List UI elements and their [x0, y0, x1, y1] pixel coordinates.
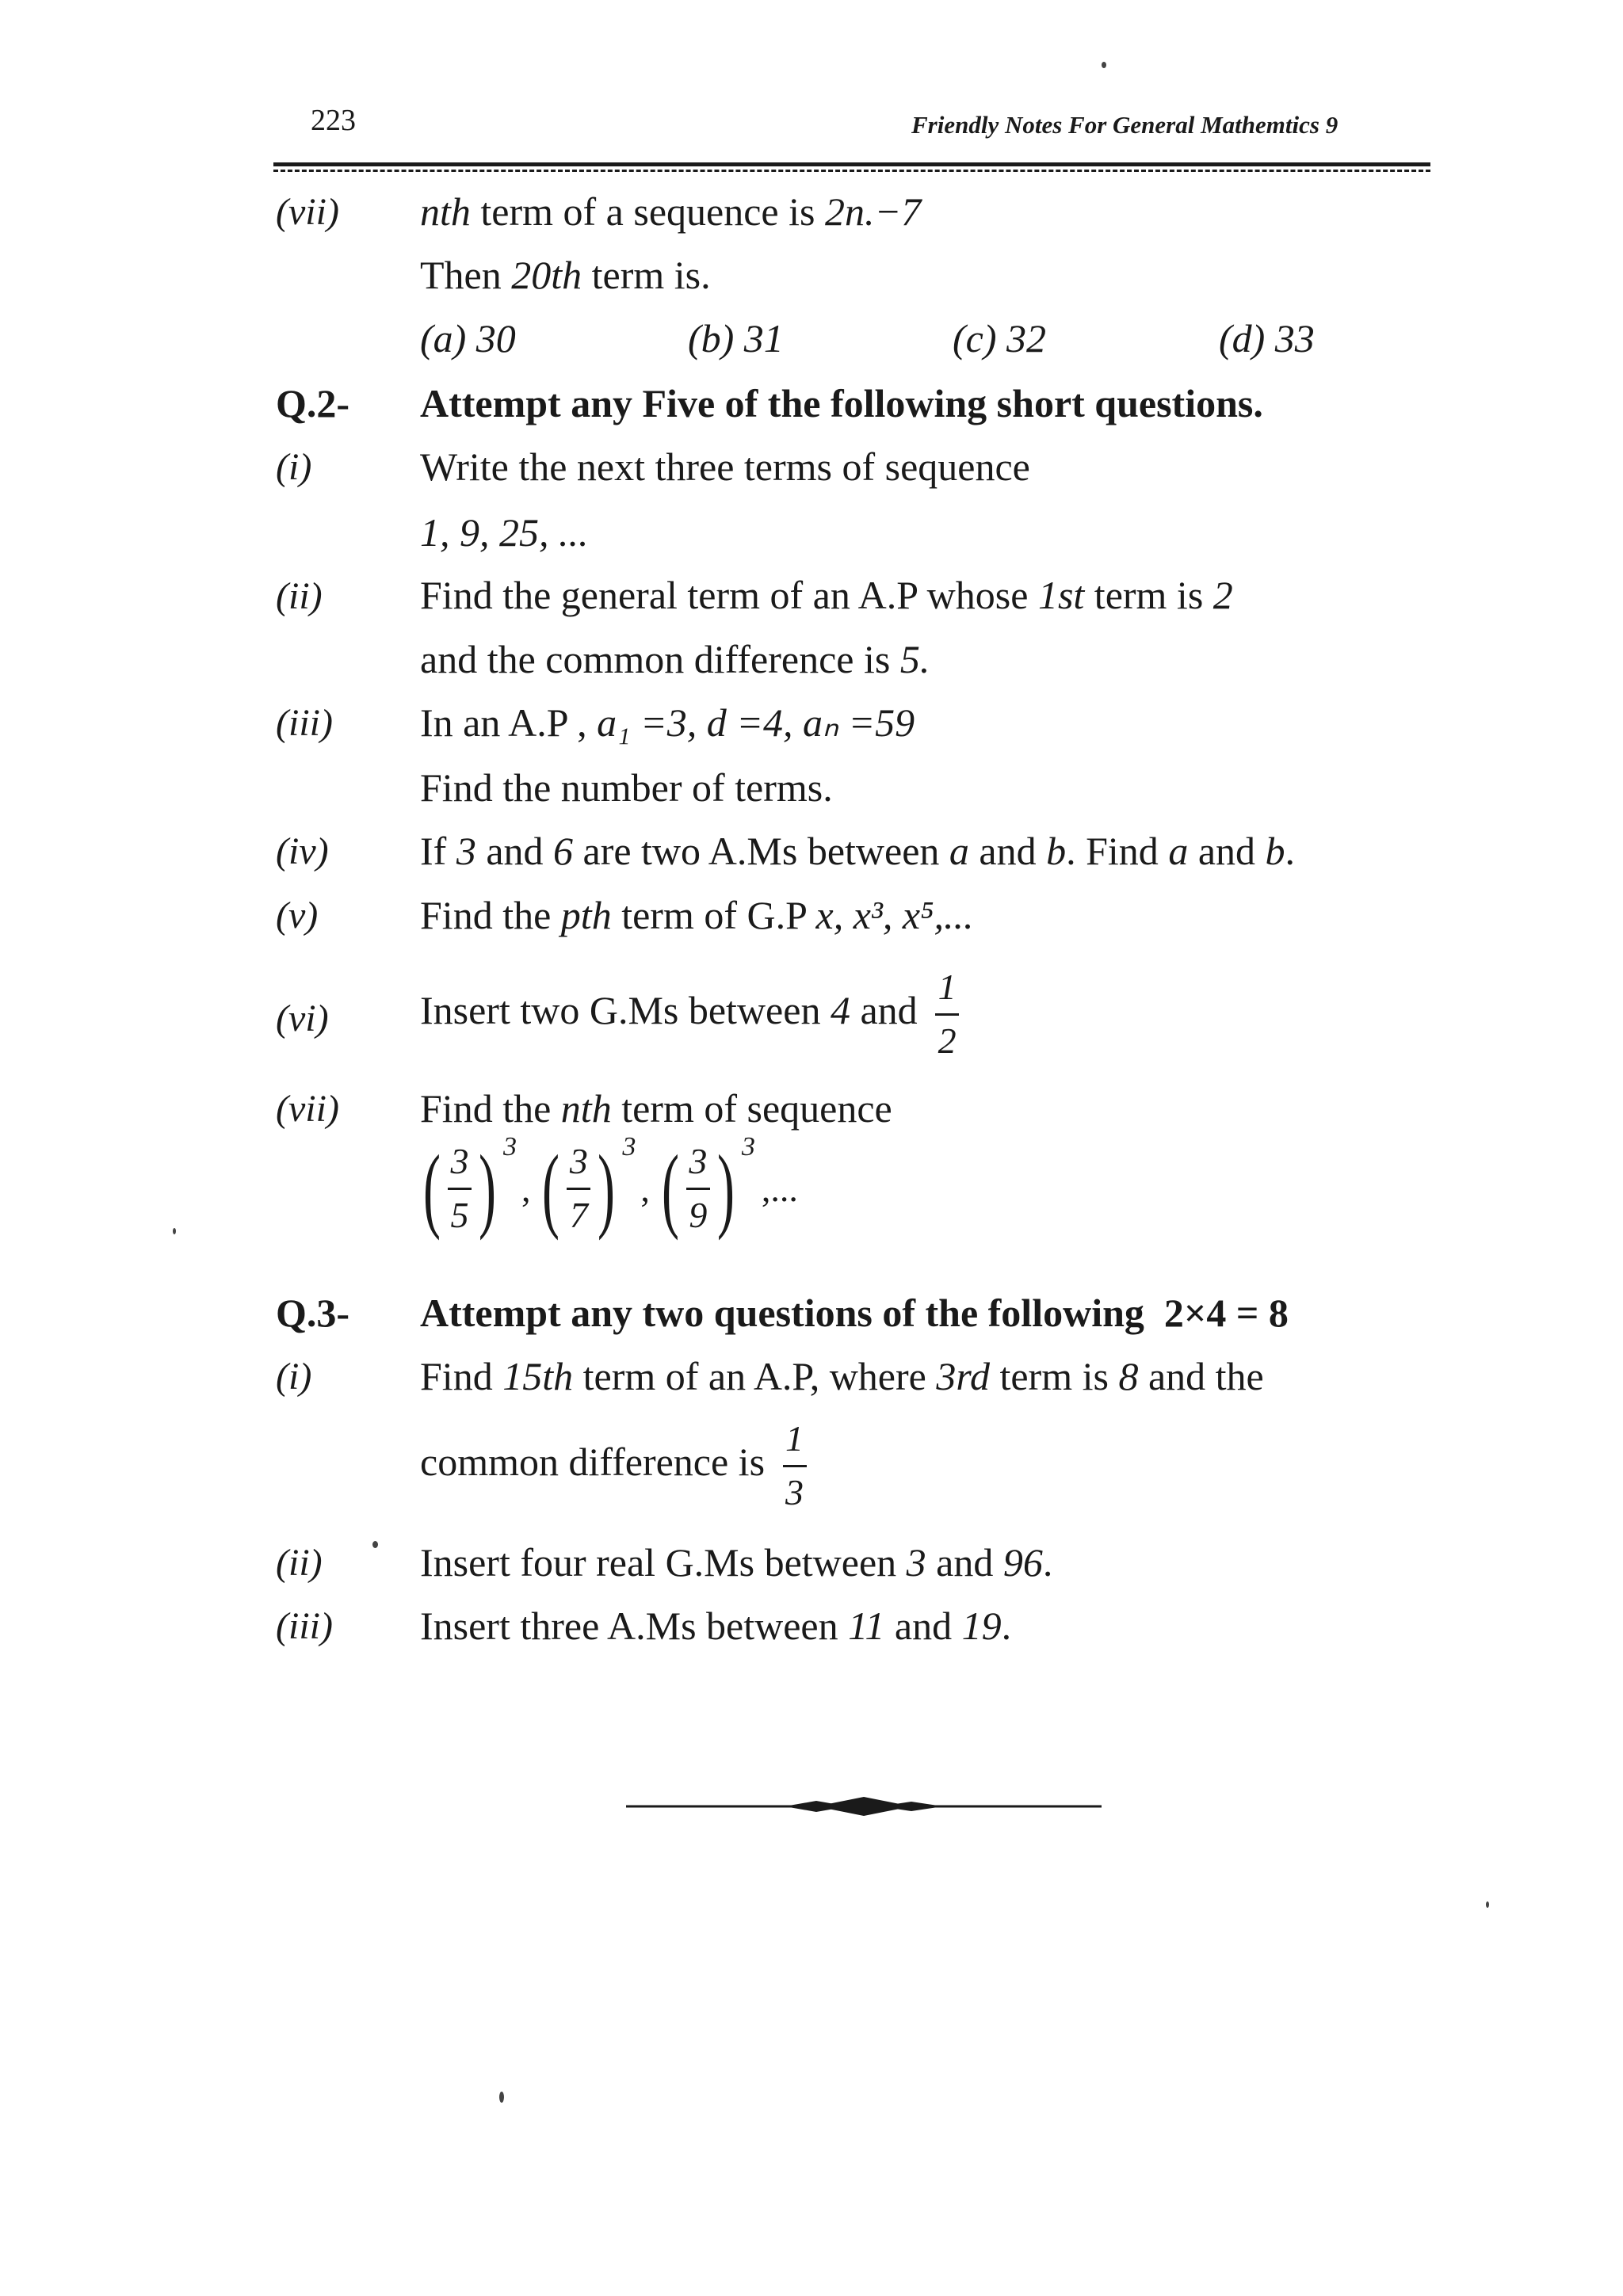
- q2-item-ii-line2: [420, 636, 930, 682]
- text: 4: [830, 987, 850, 1032]
- q2-heading: Attempt any Five of the following short questions.: [420, 381, 1263, 425]
- option-d: (d) 33: [1219, 316, 1315, 360]
- page-number: 223: [311, 104, 356, 137]
- text: Insert three A.Ms between: [420, 1604, 849, 1648]
- header-rule-dashed: [273, 170, 1430, 172]
- denominator: 5: [450, 1194, 469, 1235]
- q3-item-ii-text: [420, 1539, 1052, 1585]
- line2-suffix: term is.: [582, 253, 711, 297]
- q2-item-i-line1: Write the next three terms of sequence: [420, 444, 1030, 489]
- running-title: Friendly Notes For General Mathemtics 9: [911, 111, 1338, 139]
- option-c: (c) 32: [953, 316, 1046, 360]
- q2-item-vii-line1: [420, 1085, 892, 1131]
- term-3: ( $\frac{3}{9}$ ) 3: [661, 1132, 755, 1241]
- text: Insert two G.Ms between: [420, 987, 831, 1032]
- text: 3rd: [936, 1354, 990, 1398]
- text: b: [1265, 829, 1285, 873]
- q3-item-i-line2: [420, 1418, 807, 1514]
- text: . Find: [1066, 829, 1169, 873]
- text: a: [1168, 829, 1189, 873]
- term-1: ( $\frac{3}{5}$ ) 3: [422, 1132, 517, 1241]
- text: If: [420, 829, 456, 873]
- text: common difference is: [420, 1439, 766, 1484]
- numerator: 1: [938, 967, 957, 1007]
- text: term is: [989, 1354, 1119, 1398]
- text: 3: [906, 1540, 926, 1585]
- scan-speck: [173, 1228, 176, 1234]
- q2-item-iv-label: (iv): [276, 830, 329, 872]
- text: .: [1285, 829, 1296, 873]
- text: Find the general term of an A.P whose: [420, 573, 1038, 617]
- text: 3: [456, 829, 476, 873]
- text: and the: [1138, 1354, 1264, 1398]
- q1-item-vii-line2: [420, 252, 711, 298]
- numerator: 3: [569, 1141, 588, 1181]
- text: 6: [553, 829, 574, 873]
- text: pth: [560, 893, 612, 937]
- text: and: [475, 829, 554, 873]
- q3-item-iii-text: [420, 1603, 1011, 1649]
- text: 1st: [1037, 573, 1085, 617]
- q3-item-i-line1: [420, 1353, 1264, 1399]
- term-2: ( $\frac{3}{7}$ ) 3: [542, 1132, 636, 1241]
- q2-item-i-label: (i): [276, 446, 312, 488]
- q2-item-i-line2: 1, 9, 25, ...: [420, 510, 589, 555]
- denominator: 9: [689, 1194, 708, 1235]
- sequence-tail: ,...: [761, 1168, 798, 1209]
- text: 96: [1002, 1540, 1043, 1585]
- denominator: 7: [569, 1194, 588, 1235]
- line1-text: term of a sequence is: [470, 189, 825, 234]
- text: nth: [560, 1086, 612, 1131]
- text: are two A.Ms between: [573, 829, 949, 873]
- q3-item-ii-label: (ii): [276, 1542, 323, 1584]
- end-ornament-icon: [626, 1791, 1102, 1822]
- text: 15th: [502, 1354, 574, 1398]
- text: and: [968, 829, 1047, 873]
- q3-number: Q.3-: [276, 1291, 350, 1335]
- q3-item-iii-label: (iii): [276, 1605, 333, 1647]
- text: term of an A.P, where: [573, 1354, 937, 1398]
- scan-speck: [372, 1541, 378, 1548]
- text: Find the: [420, 893, 561, 937]
- text: 11: [848, 1604, 885, 1648]
- q2-item-vi-label: (vi): [276, 997, 329, 1039]
- scan-speck: [1486, 1901, 1489, 1908]
- option-b: (b) 31: [688, 316, 784, 360]
- q3-marks: 2×4 = 8: [1163, 1291, 1289, 1335]
- text: b: [1046, 829, 1067, 873]
- fraction-bar: [783, 1465, 807, 1467]
- q2-item-v-label: (v): [276, 894, 319, 936]
- text: and: [850, 987, 918, 1032]
- scan-speck: [499, 2092, 504, 2103]
- text: term of sequence: [611, 1086, 892, 1131]
- text: Insert four real G.Ms between: [420, 1540, 907, 1585]
- q2-item-iv-text: [420, 828, 1295, 874]
- denominator: 3: [785, 1471, 804, 1512]
- scan-speck: [1102, 62, 1106, 68]
- sequence-expression: ( $\frac{3}{5}$ ) 3 , ( $\frac{3}{7}$ ) 3 , ( $\frac{3}{9}$ ) 3 ,...: [416, 1141, 798, 1237]
- text: term of G.P: [611, 893, 816, 937]
- text: .: [1001, 1604, 1012, 1648]
- text: a: [949, 829, 969, 873]
- math-expr: x, x³, x⁵,...: [815, 893, 974, 937]
- fraction-bar: [935, 1013, 959, 1016]
- text: In an A.P ,: [420, 700, 598, 745]
- numerator: 1: [785, 1418, 804, 1459]
- q3-item-i-label: (i): [276, 1356, 312, 1398]
- text: 19: [961, 1604, 1002, 1648]
- q2-item-ii-line1: [420, 572, 1233, 618]
- numerator: 3: [689, 1141, 708, 1181]
- text: 5.: [899, 637, 930, 681]
- q2-item-v-text: [420, 892, 974, 938]
- line2-term: 20th: [511, 253, 582, 297]
- exponent: 3: [622, 1132, 636, 1162]
- q2-item-vi-text: [420, 967, 959, 1062]
- nth-term: nth: [420, 189, 471, 234]
- q1-item-vii-label: (vii): [276, 191, 339, 233]
- text: and the common difference is: [420, 637, 900, 681]
- exponent: 3: [502, 1132, 517, 1162]
- option-a: (a) 30: [420, 316, 516, 360]
- q1-item-vii-line1: [420, 189, 921, 235]
- text: .: [1042, 1540, 1053, 1585]
- fraction: [935, 967, 959, 1062]
- line1-expr: 2n.−7: [824, 189, 922, 234]
- q2-item-iii-line1: [420, 700, 915, 746]
- q2-item-iii-label: (iii): [276, 702, 333, 744]
- numerator: 3: [450, 1141, 469, 1181]
- q3-heading-text: Attempt any two questions of the following: [420, 1291, 1144, 1335]
- header-rule: [273, 162, 1430, 166]
- text: 8: [1118, 1354, 1139, 1398]
- q2-item-ii-label: (ii): [276, 575, 323, 617]
- q3-heading: [420, 1290, 1289, 1336]
- text: and: [884, 1604, 962, 1648]
- text: and: [926, 1540, 1003, 1585]
- text: Find the: [420, 1086, 561, 1131]
- q2-number: Q.2-: [276, 381, 350, 425]
- line2-prefix: Then: [420, 253, 512, 297]
- denominator: 2: [938, 1020, 957, 1061]
- math-expr: a₁ =3, d =4, aₙ =59: [597, 700, 915, 745]
- text: and: [1188, 829, 1266, 873]
- exponent: 3: [741, 1132, 755, 1162]
- text: 2: [1212, 573, 1233, 617]
- fraction: [783, 1418, 807, 1514]
- text: term is: [1084, 573, 1213, 617]
- q2-item-vii-label: (vii): [276, 1088, 339, 1130]
- q2-item-iii-line2: Find the number of terms.: [420, 765, 833, 810]
- text: Find: [420, 1354, 503, 1398]
